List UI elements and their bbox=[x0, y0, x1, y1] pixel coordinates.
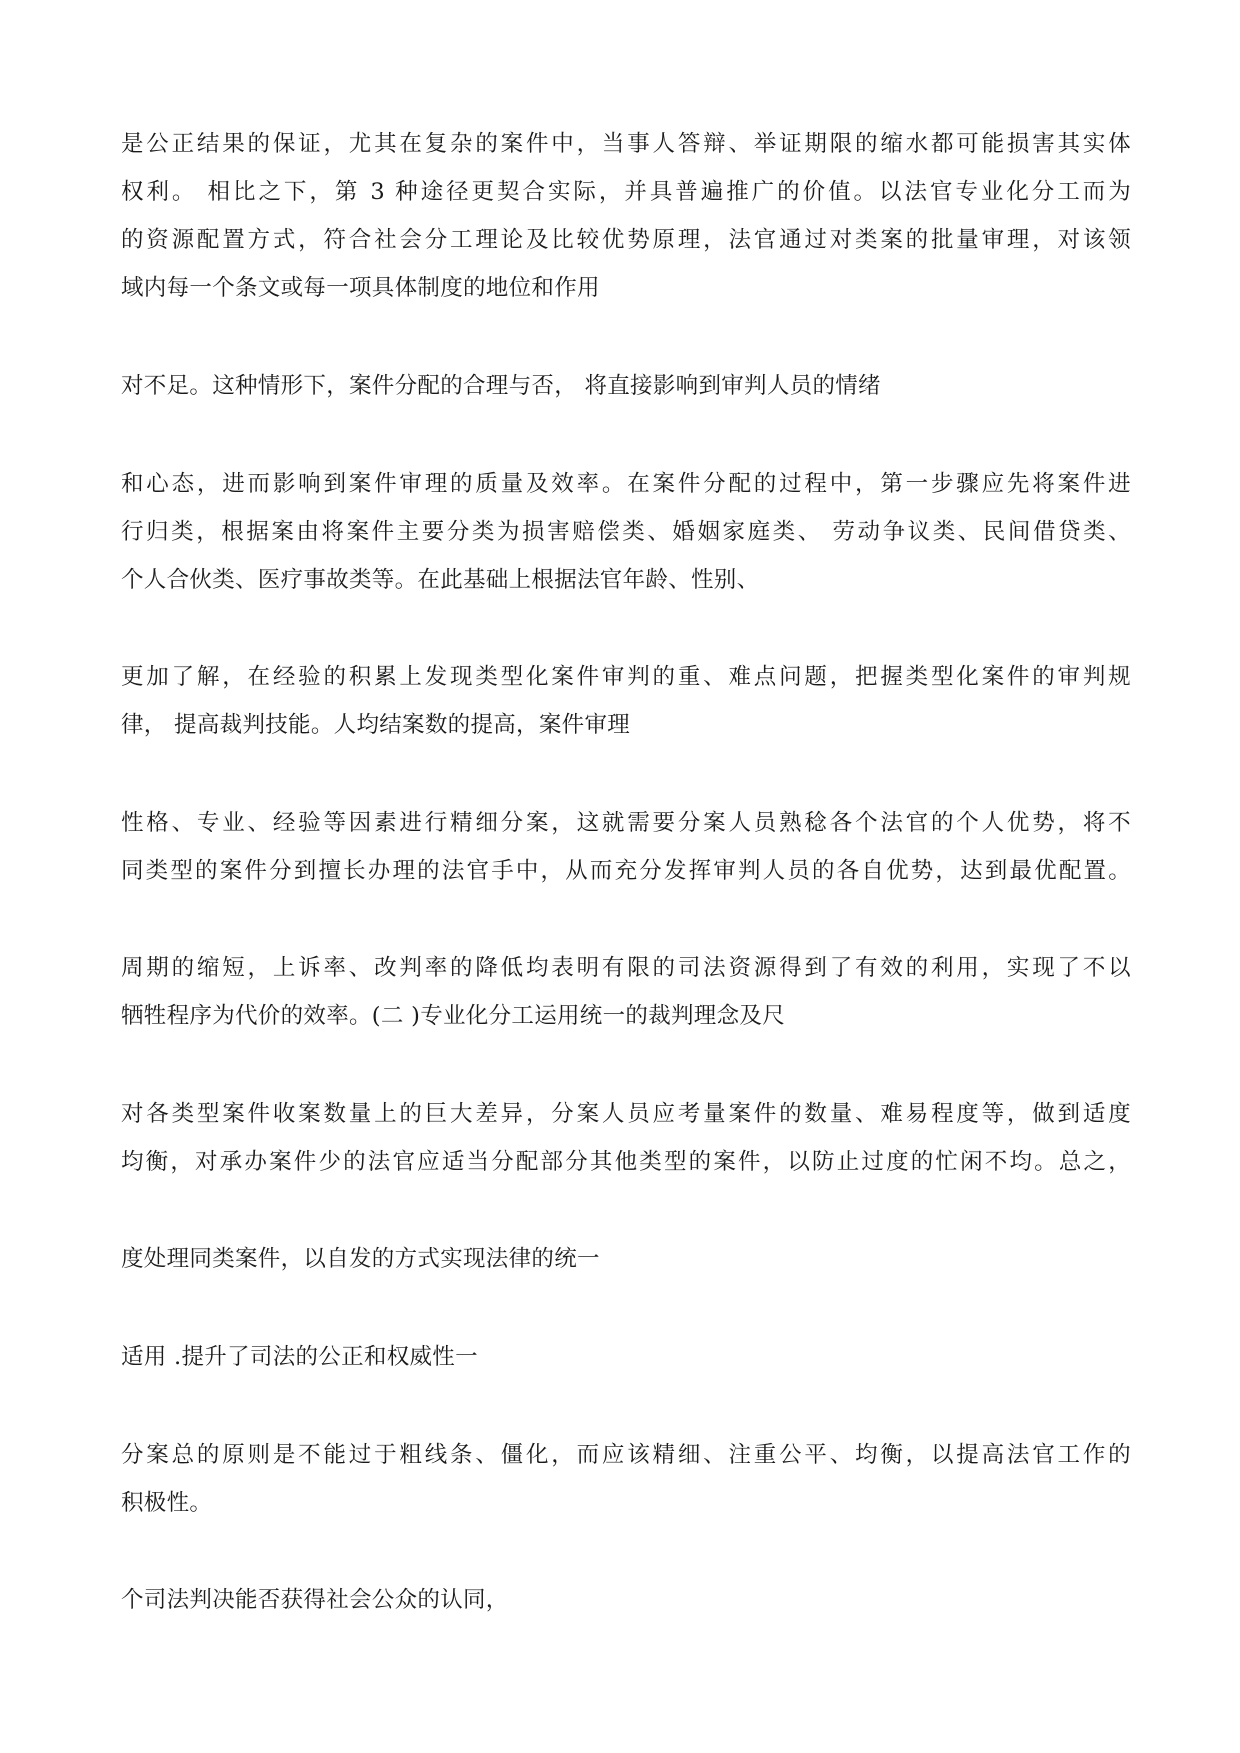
text-line: 个司法判决能否获得社会公众的认同， bbox=[121, 1587, 509, 1613]
text-line: 是公正结果的保证，尤其在复杂的案件中，当事人答辩、举证期限的缩水都可能损害其实体 bbox=[121, 131, 1131, 157]
text-line: 和心态，进而影响到案件审理的质量及效率。在案件分配的过程中，第一步骤应先将案件进 bbox=[121, 471, 1131, 497]
text-line: 适用 .提升了司法的公正和权威性一 bbox=[121, 1344, 478, 1370]
text-line: 个人合伙类、医疗事故类等。在此基础上根据法官年龄、性别、 bbox=[121, 567, 760, 593]
text-line: 行归类，根据案由将案件主要分类为损害赔偿类、婚姻家庭类、 劳动争议类、民间借贷类、 bbox=[121, 519, 1131, 545]
text-line: 积极性。 bbox=[121, 1490, 213, 1516]
text-line: 分案总的原则是不能过于粗线条、僵化，而应该精细、注重公平、均衡，以提高法官工作的 bbox=[121, 1442, 1131, 1468]
text-line: 度处理同类案件，以自发的方式实现法律的统一 bbox=[121, 1246, 600, 1272]
text-line: 均衡，对承办案件少的法官应适当分配部分其他类型的案件，以防止过度的忙闲不均。总之， bbox=[121, 1149, 1131, 1175]
text-line: 性格、专业、经验等因素进行精细分案，这就需要分案人员熟稔各个法官的个人优势，将不 bbox=[121, 810, 1131, 836]
text-line: 周期的缩短，上诉率、改判率的降低均表明有限的司法资源得到了有效的利用，实现了不以 bbox=[121, 955, 1131, 981]
text-line: 域内每一个条文或每一项具体制度的地位和作用 bbox=[121, 275, 600, 301]
text-line: 牺牲程序为代价的效率。(二 )专业化分工运用统一的裁判理念及尺 bbox=[121, 1003, 786, 1029]
text-line: 同类型的案件分到擅长办理的法官手中，从而充分发挥审判人员的各自优势，达到最优配置。 bbox=[121, 858, 1131, 884]
text-line: 律， 提高裁判技能。人均结案数的提高，案件审理 bbox=[121, 712, 631, 738]
text-line: 对各类型案件收案数量上的巨大差异，分案人员应考量案件的数量、难易程度等，做到适度 bbox=[121, 1101, 1131, 1127]
text-line: 权利。 相比之下，第 3 种途径更契合实际，并具普遍推广的价值。以法官专业化分工而为 bbox=[121, 179, 1131, 205]
text-line: 的资源配置方式，符合社会分工理论及比较优势原理，法官通过对类案的批量审理，对该领 bbox=[121, 227, 1131, 253]
text-line: 更加了解，在经验的积累上发现类型化案件审判的重、难点问题，把握类型化案件的审判规 bbox=[121, 664, 1131, 690]
text-line: 对不足。这种情形下，案件分配的合理与否， 将直接影响到审判人员的情绪 bbox=[121, 373, 881, 399]
